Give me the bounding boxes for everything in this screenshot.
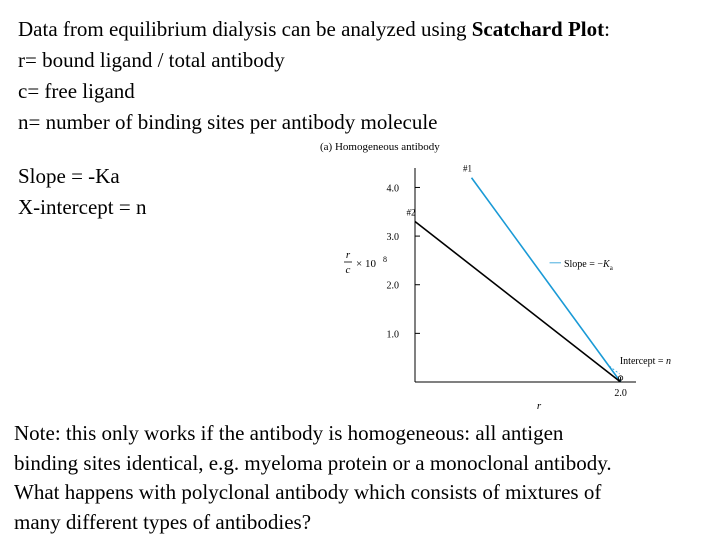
definitions-block xyxy=(18,14,708,138)
note-line-2: binding sites identical, e.g. myeloma protein or a monoclonal antibody. xyxy=(14,450,612,475)
y-tick-label: 1.0 xyxy=(386,329,399,341)
note-paragraph xyxy=(14,419,714,537)
scatchard-chart xyxy=(320,136,710,414)
y-tick-label: 4.0 xyxy=(386,183,399,195)
intro-colon: : xyxy=(604,17,610,41)
x-axis-label: r xyxy=(536,400,542,412)
n-definition: n= number of binding sites per antibody molecule xyxy=(18,110,438,134)
y-tick-label: 3.0 xyxy=(386,232,399,244)
series-1-label: #1 xyxy=(463,163,473,174)
x-tick-label: 2.0 xyxy=(614,388,627,399)
intro-text: Data from equilibrium dialysis can be analyzed using xyxy=(18,17,472,41)
data-lines xyxy=(407,164,623,382)
y-axis-label xyxy=(344,249,387,276)
y-axis-label-exponent: 8 xyxy=(383,255,387,264)
chart-annotations xyxy=(550,259,671,374)
y-tick-label: 2.0 xyxy=(386,280,399,292)
c-definition: c= free ligand xyxy=(18,79,135,103)
intercept-summary: X-intercept = n xyxy=(18,195,147,219)
series-1-line xyxy=(472,178,621,382)
y-axis-label-denominator: c xyxy=(345,264,351,276)
intercept-annotation: Intercept = n xyxy=(619,356,672,368)
chart-title: (a) Homogeneous antibody xyxy=(320,141,440,153)
note-line-3: What happens with polyclonal antibody which consists of mixtures of xyxy=(14,480,602,504)
note-line-4: many different types of antibodies? xyxy=(14,509,312,534)
y-axis-label-numerator: r xyxy=(345,249,351,261)
scatchard-plot-term: Scatchard Plot xyxy=(471,17,605,41)
series-2-label: #2 xyxy=(406,207,416,218)
slope-summary: Slope = -Ka xyxy=(18,164,120,188)
r-definition: r= bound ligand / total antibody xyxy=(18,48,285,72)
intro-line xyxy=(18,14,708,45)
note-line-1: Note: this only works if the antibody is homogeneous: all antigen xyxy=(14,421,564,445)
series-2-line xyxy=(415,222,621,383)
y-axis-label-scale: × 10 xyxy=(356,258,376,270)
summary-block xyxy=(18,161,146,223)
slope-annotation: Slope = $-K_a$ xyxy=(563,258,613,272)
